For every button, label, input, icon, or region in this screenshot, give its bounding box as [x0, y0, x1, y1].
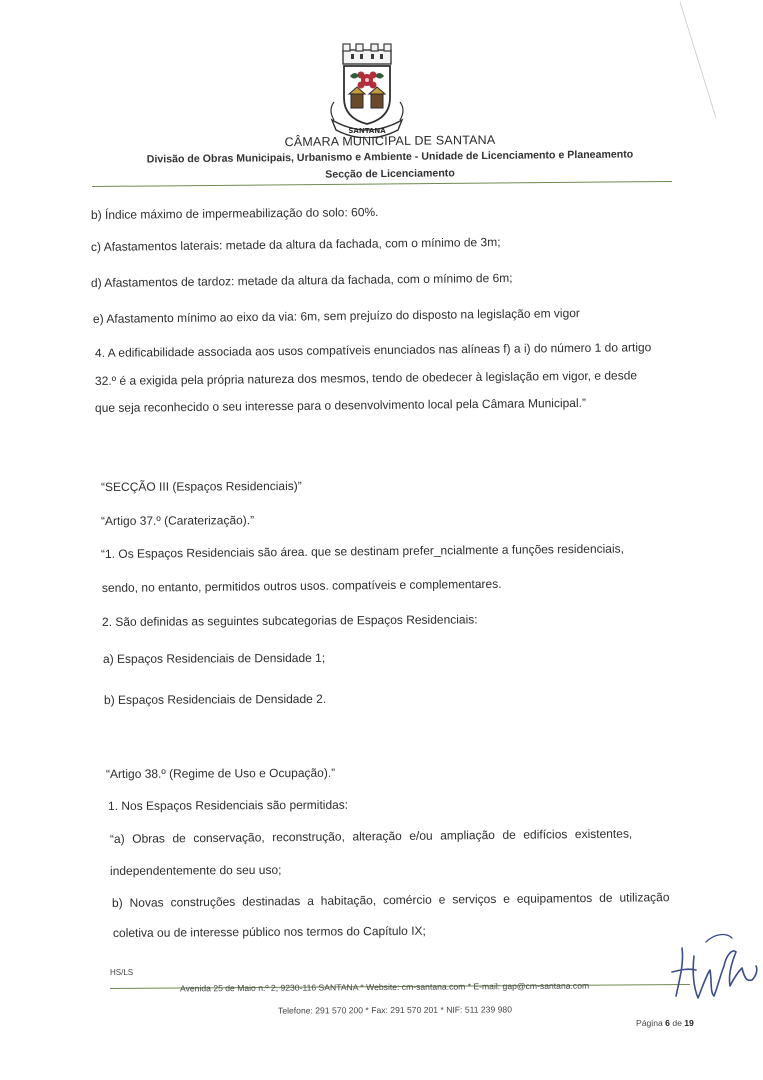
page-current: 6 [665, 1018, 670, 1028]
page-label: Página [636, 1018, 663, 1028]
municipal-crest-logo [326, 42, 408, 138]
subcategory-b: b) Espaços Residenciais de Densidade 2. [103, 691, 327, 707]
article-38-heading: “Artigo 38.º (Regime de Uso e Ocupação).” [105, 765, 336, 781]
article-37-para1-line1: “1. Os Espaços Residenciais são área. que se destinam prefer_ncialmente a funções residenciais, [100, 541, 624, 561]
article-38-item-a-line2: independentemente do seu uso; [109, 862, 282, 878]
crest-ribbon-text: SANTANA [348, 127, 386, 135]
section-subtitle: Secção de Licenciamento [325, 167, 455, 181]
article-37-para1-line2: sendo, no entanto, permitidos outros usos. compatíveis e complementares. [101, 576, 502, 595]
paragraph-b: b) Índice máximo de impermeabilização do solo: 60%. [90, 204, 379, 222]
article-37-para2: 2. São definidas as seguintes subcategorias de Espaços Residenciais: [101, 612, 478, 629]
footer-address: Avenida 25 de Maio n.º 2, 9230-116 SANTANA * Website: cm-santana.com * E-mail: gap@cm-santana.com [179, 980, 590, 994]
subcategory-a: a) Espaços Residenciais de Densidade 1; [102, 650, 326, 666]
article-38-para1: 1. Nos Espaços Residenciais são permitidas: [107, 797, 349, 813]
paragraph-d: d) Afastamentos de tardoz: metade da altura da fachada, com o mínimo de 6m; [90, 270, 513, 290]
author-initials: HS/LS [110, 968, 134, 977]
paragraph-4-line3: que seja reconhecido o seu interesse para o desenvolvimento local pela Câmara Municipal.” [94, 395, 586, 415]
footer-contacts: Telefone: 291 570 200 * Fax: 291 570 201 * NIF: 511 239 980 [277, 1004, 512, 1016]
article-38-item-b-line1: b) Novas construções destinadas a habitação, comércio e serviços e equipamentos de utilização [111, 890, 670, 910]
section-iii-heading: “SECÇÃO III (Espaços Residenciais)” [100, 478, 302, 494]
handwritten-signature [666, 926, 762, 1012]
scan-artifact-line [676, 0, 763, 120]
page-total: 19 [684, 1018, 694, 1028]
article-38-item-a-line1: “a) Obras de conservação, reconstrução, alteração e/ou ampliação de edifícios existentes, [109, 826, 633, 846]
institution-title: CÂMARA MUNICIPAL DE SANTANA [284, 132, 496, 150]
page-of: de [672, 1018, 682, 1028]
paragraph-4-line1: 4. A edificabilidade associada aos usos compatíveis enunciados nas alíneas f) a i) do número 1 do artigo [94, 340, 652, 360]
page-number [636, 1018, 694, 1028]
paragraph-4-line2: 32.º é a exigida pela própria natureza dos mesmos, tendo de obedecer à legislação em vigor, e desde [94, 368, 638, 388]
article-37-heading: “Artigo 37.º (Caraterização).” [100, 513, 255, 528]
article-38-item-b-line2: coletiva ou de interesse público nos termos do Capítulo IX; [112, 923, 426, 940]
paragraph-e: e) Afastamento mínimo ao eixo da via: 6m, sem prejuízo do disposto na legislação em vigor [92, 306, 580, 326]
paragraph-c: c) Afastamentos laterais: metade da altura da fachada, com o mínimo de 3m; [90, 234, 501, 254]
division-subtitle: Divisão de Obras Municipais, Urbanismo e Ambiente - Unidade de Licenciamento e Planeamento [146, 148, 634, 166]
